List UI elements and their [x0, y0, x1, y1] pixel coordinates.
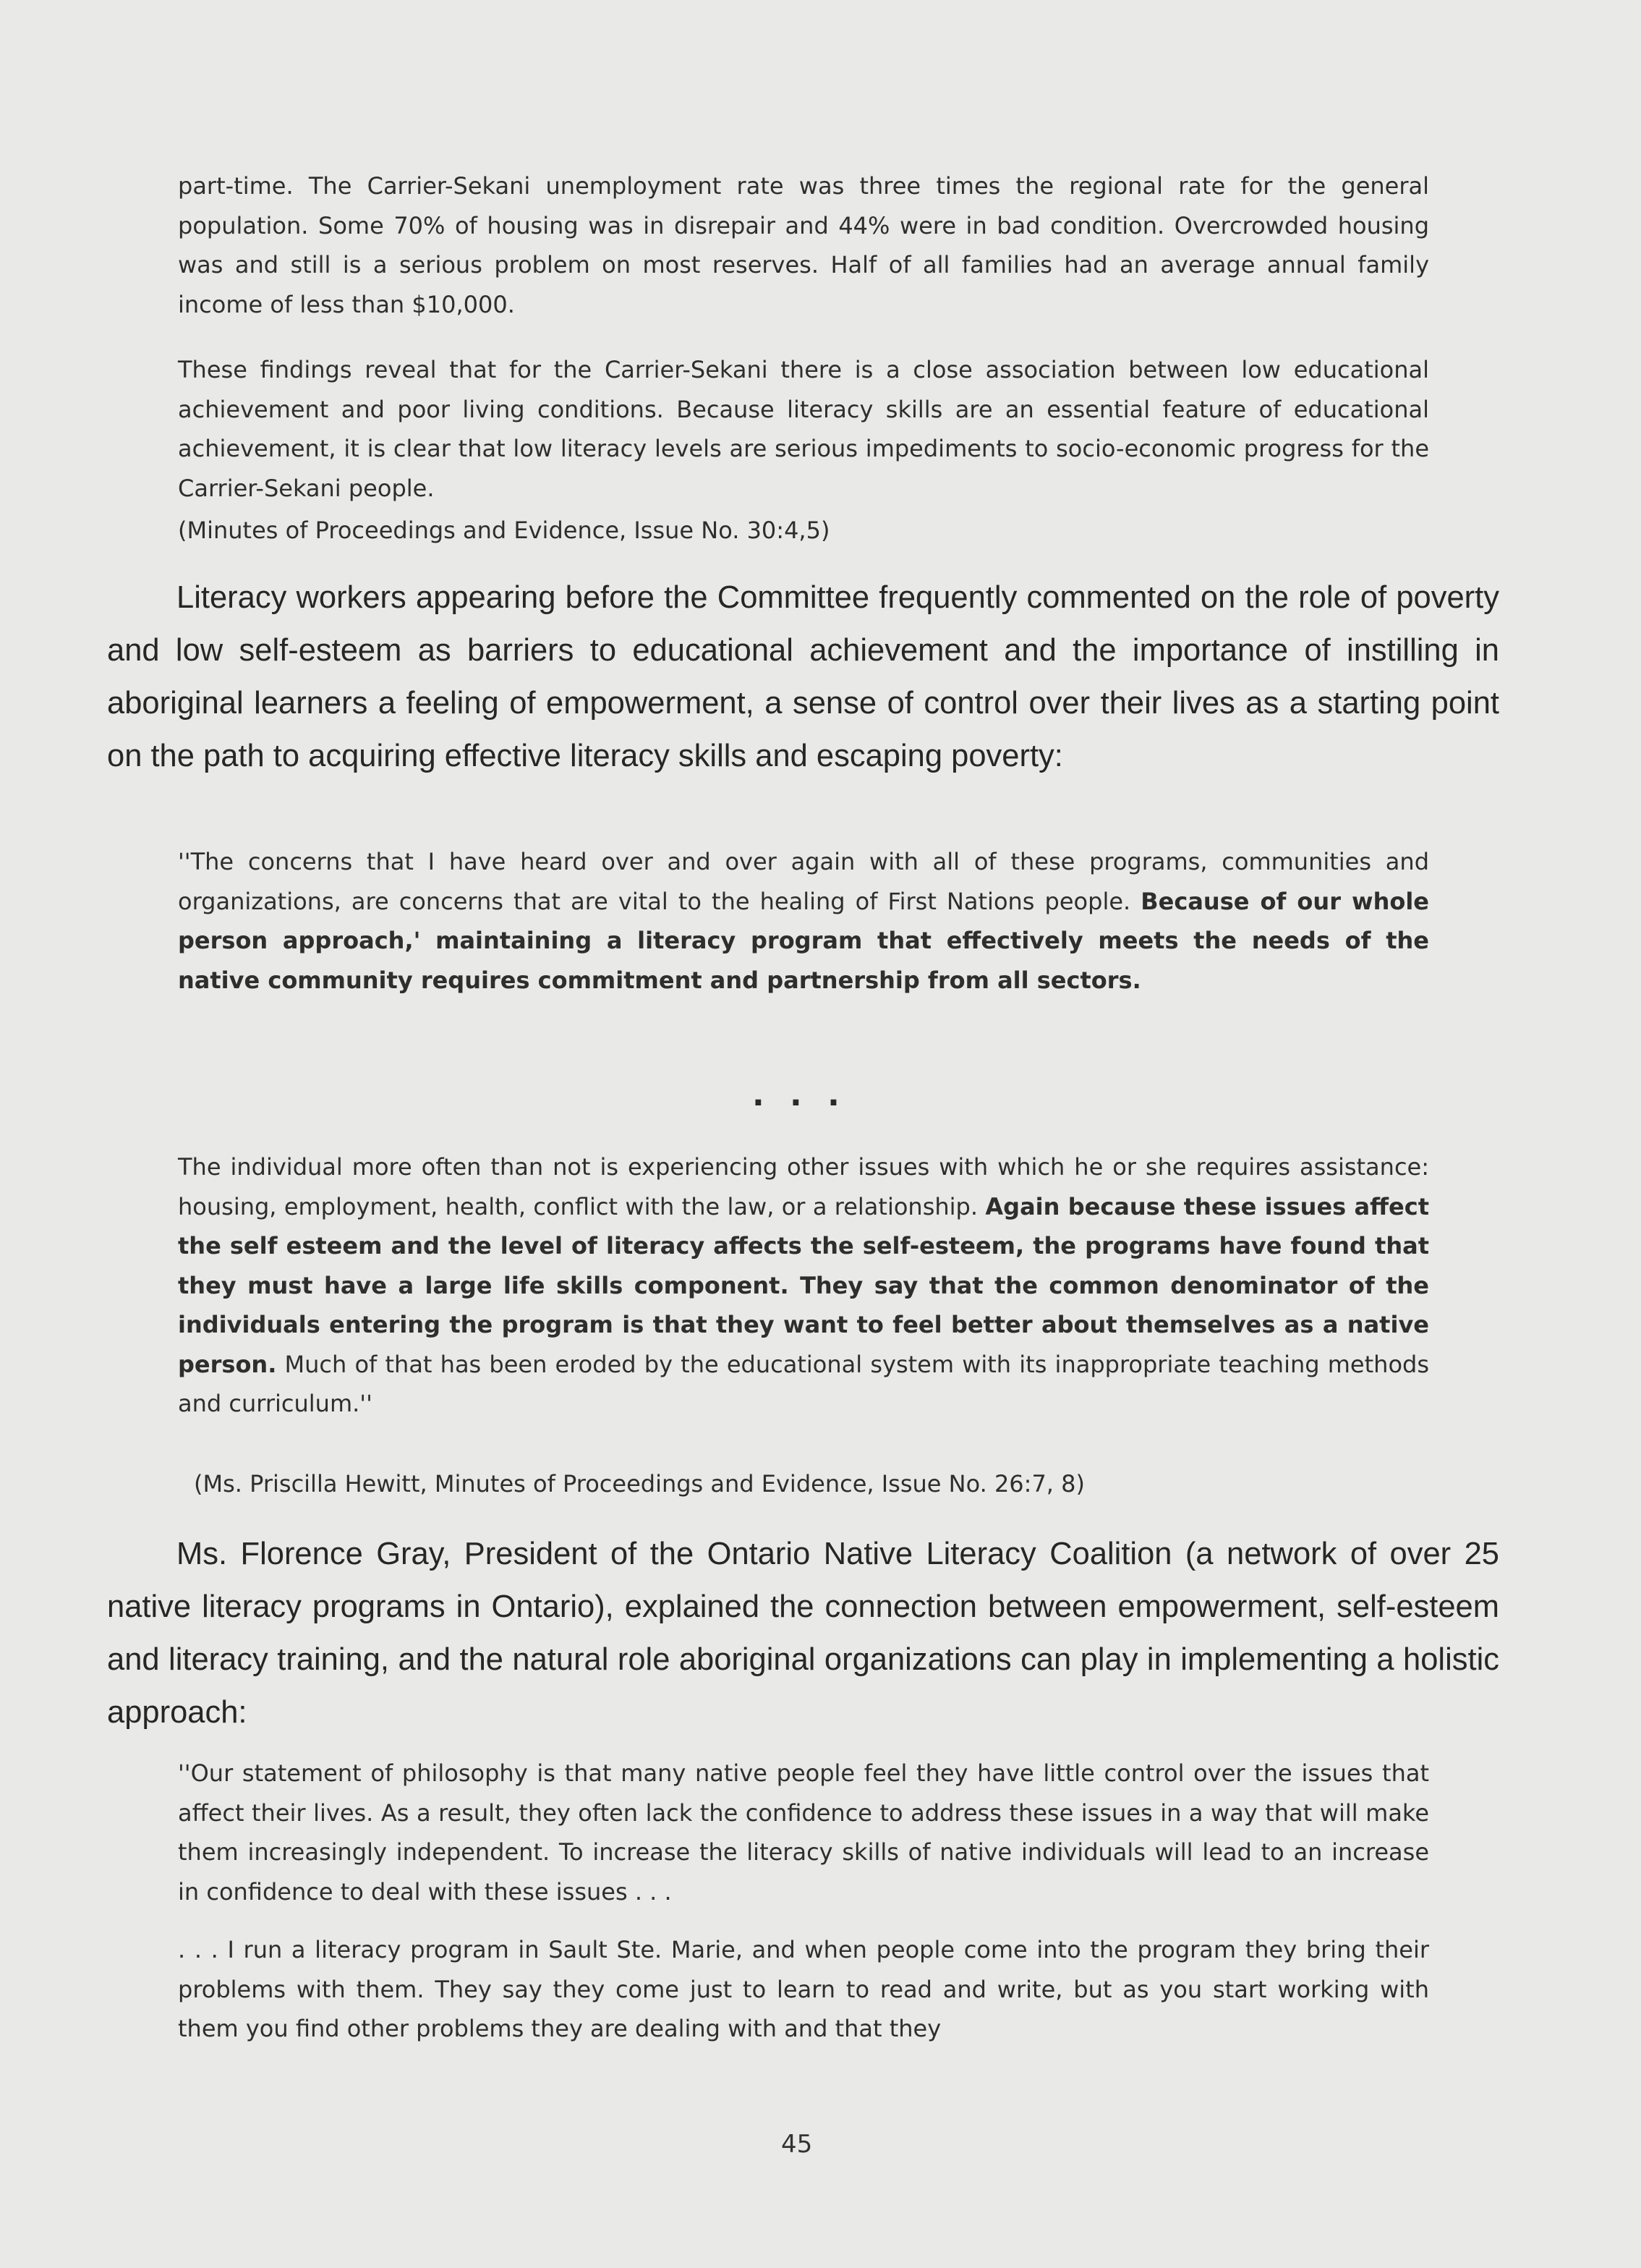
- quote-top-paragraph-2: These findings reveal that for the Carrier-Sekani there is a close association between low educational achievement and poor living conditions. Because literacy skills are an essential feature of educational achievement, it is clear that low literacy levels are serious impediments to socio-economic progress for the Carrier-Sekani people.: [178, 356, 1429, 502]
- body-paragraph-2: Ms. Florence Gray, President of the Ontario Native Literacy Coalition (a network of over 25 native literacy programs in Ontario), explained the connection between empowerment, self-esteem and literacy training, and the natural role aboriginal organizations can play in implementing a holistic approach:: [107, 1537, 1499, 1730]
- hewitt-quote-b-text: The individual more often than not is experiencing other issues with which he or she requires assistance: housing, employment, health, conflict with the law, or a relationship.: [178, 1153, 1429, 1220]
- body-paragraph-1: Literacy workers appearing before the Committee frequently commented on the role of poverty and low self-esteem as barriers to educational achievement and the importance of instilling in aboriginal learners a feeling of empowerment, a sense of control over their lives as a starting point on the path to acquiring effective literacy skills and escaping poverty:: [107, 580, 1499, 773]
- hewitt-quote-part-a: [178, 842, 1429, 1000]
- citation-1: (Minutes of Proceedings and Evidence, Issue No. 30:4,5): [178, 517, 830, 544]
- hewitt-quote-a-bold: Because of our whole person approach,' maintaining a literacy program that effectively meets the needs of the native community requires commitment and partnership from all sectors.: [178, 887, 1430, 994]
- gray-quote-paragraph-1: ''Our statement of philosophy is that many native people feel they have little control over the issues that affect their lives. As a result, they often lack the confidence to address these issues in a way that will make them increasingly independent. To increase the literacy skills of native individuals will lead to an increase in confidence to deal with these issues . . .: [178, 1759, 1429, 1906]
- hewitt-quote-part-b: [178, 1147, 1429, 1424]
- ellipsis-separator: . . .: [752, 1076, 847, 1113]
- hewitt-quote-b-bold: Again because these issues affect the self esteem and the level of literacy affects the self-esteem, the programs have found that they must have a large life skills component. They say that the common denominator of the individuals entering the program is that they want to feel better about themselves as a native person.: [178, 1192, 1429, 1378]
- hewitt-quote-b-end: Much of that has been eroded by the educational system with its inappropriate teaching methods and curriculum.'': [178, 1350, 1429, 1417]
- hewitt-quote-a-text: ''The concerns that I have heard over and over again with all of these programs, communities and organizations, are concerns that are vital to the healing of First Nations people.: [178, 848, 1429, 915]
- gray-quote-paragraph-2: . . . I run a literacy program in Sault Ste. Marie, and when people come into the program they bring their problems with them. They say they come just to learn to read and write, but as you start working with them you find other problems they are dealing with and that they: [178, 1936, 1429, 2042]
- page-number: 45: [781, 2130, 813, 2159]
- citation-2: (Ms. Priscilla Hewitt, Minutes of Proceedings and Evidence, Issue No. 26:7, 8): [194, 1470, 1085, 1498]
- quote-top-paragraph-1: part-time. The Carrier-Sekani unemployment rate was three times the regional rate for the general population. Some 70% of housing was in disrepair and 44% were in bad condition. Overcrowded housing was and still is a serious problem on most reserves. Half of all families had an average annual family income of less than $10,000.: [178, 172, 1429, 318]
